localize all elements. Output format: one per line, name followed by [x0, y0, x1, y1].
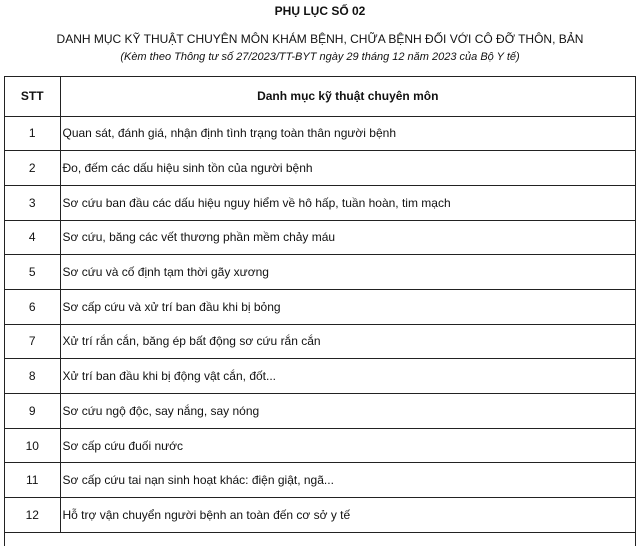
- technique-name: Quan sát, đánh giá, nhận định tình trạng toàn thân người bệnh: [60, 116, 635, 151]
- row-number: 8: [5, 359, 60, 394]
- row-number: 6: [5, 289, 60, 324]
- row-number: 12: [5, 498, 60, 533]
- table-row: [5, 463, 635, 498]
- row-number: 10: [5, 428, 60, 463]
- technique-name: Sơ cấp cứu đuối nước: [60, 428, 635, 463]
- technique-name: Xử trí ban đầu khi bị động vật cắn, đốt...: [60, 359, 635, 394]
- row-number: 11: [5, 463, 60, 498]
- row-number: 9: [5, 394, 60, 429]
- technique-name: Sơ cứu và cố định tạm thời gãy xương: [60, 255, 635, 290]
- technique-name: Sơ cứu ban đầu các dấu hiệu nguy hiểm về hô hấp, tuần hoàn, tim mạch: [60, 185, 635, 220]
- table-row: [5, 359, 635, 394]
- table-row: [5, 498, 635, 533]
- table-header-row: [5, 77, 635, 116]
- table-row: [5, 428, 635, 463]
- list-title: DANH MỤC KỸ THUẬT CHUYÊN MÔN KHÁM BỆNH, CHỮA BỆNH ĐỐI VỚI CÔ ĐỠ THÔN, BẢN: [56, 32, 584, 46]
- row-number: 2: [5, 151, 60, 186]
- technique-name: Sơ cứu, băng các vết thương phần mềm chảy máu: [60, 220, 635, 255]
- appendix-title: PHỤ LỤC SỐ 02: [274, 4, 366, 18]
- column-header-stt: STT: [5, 77, 60, 116]
- table-row: [5, 151, 635, 186]
- table-row: [5, 185, 635, 220]
- table-row: [5, 220, 635, 255]
- technique-name: Sơ cấp cứu và xử trí ban đầu khi bị bỏng: [60, 289, 635, 324]
- technique-name: Hỗ trợ vận chuyển người bệnh an toàn đến cơ sở y tế: [60, 498, 635, 533]
- row-number: 1: [5, 116, 60, 151]
- techniques-table: [4, 76, 636, 546]
- technique-name: Sơ cấp cứu tai nạn sinh hoạt khác: điện giật, ngã...: [60, 463, 635, 498]
- table-row: [5, 289, 635, 324]
- table-row: [5, 394, 635, 429]
- table-row: [5, 324, 635, 359]
- row-number: 5: [5, 255, 60, 290]
- row-number: 7: [5, 324, 60, 359]
- table-row: [5, 116, 635, 151]
- row-number: 3: [5, 185, 60, 220]
- row-number: 4: [5, 220, 60, 255]
- technique-name: Xử trí rắn cắn, băng ép bất động sơ cứu rắn cắn: [60, 324, 635, 359]
- circular-reference-note: (Kèm theo Thông tư số 27/2023/TT-BYT ngày 29 tháng 12 năm 2023 của Bộ Y tế): [120, 51, 520, 63]
- technique-name: Sơ cứu ngộ độc, say nắng, say nóng: [60, 394, 635, 429]
- technique-name: Đo, đếm các dấu hiệu sinh tồn của người bệnh: [60, 151, 635, 186]
- column-header-technique: Danh mục kỹ thuật chuyên môn: [60, 77, 635, 116]
- table-row: [5, 255, 635, 290]
